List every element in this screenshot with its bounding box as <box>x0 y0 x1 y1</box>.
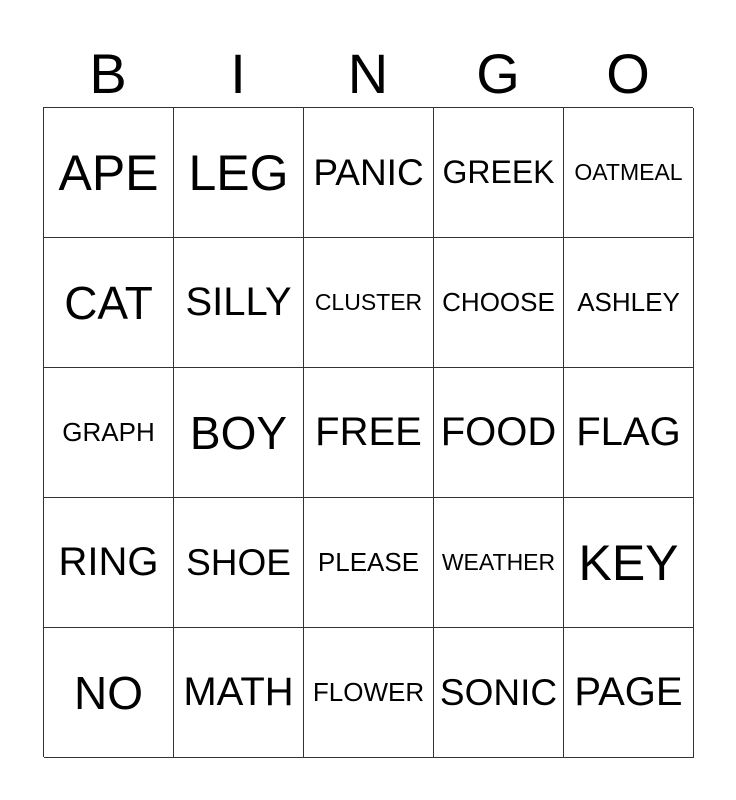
bingo-cell: LEG <box>174 108 304 238</box>
bingo-cell: ASHLEY <box>564 238 694 368</box>
bingo-cell: GRAPH <box>44 368 174 498</box>
bingo-cell: CLUSTER <box>304 238 434 368</box>
header-letter-n: N <box>347 42 389 105</box>
bingo-cell: PANIC <box>304 108 434 238</box>
bingo-cell: MATH <box>174 628 304 758</box>
header-letter-o: O <box>606 42 650 105</box>
bingo-cell: PLEASE <box>304 498 434 628</box>
bingo-header <box>43 40 693 108</box>
bingo-cell: WEATHER <box>434 498 564 628</box>
bingo-cell: APE <box>44 108 174 238</box>
bingo-cell: KEY <box>564 498 694 628</box>
bingo-cell: CHOOSE <box>434 238 564 368</box>
bingo-cell: FOOD <box>434 368 564 498</box>
bingo-cell: SHOE <box>174 498 304 628</box>
bingo-cell: PAGE <box>564 628 694 758</box>
bingo-cell: OATMEAL <box>564 108 694 238</box>
bingo-cell: GREEK <box>434 108 564 238</box>
header-letter-b: B <box>89 42 127 105</box>
header-letter-i: I <box>230 42 246 105</box>
bingo-cell: BOY <box>174 368 304 498</box>
bingo-cell: SONIC <box>434 628 564 758</box>
header-letter-g: G <box>476 42 520 105</box>
bingo-cell: FLAG <box>564 368 694 498</box>
bingo-cell: FREE <box>304 368 434 498</box>
bingo-cell: RING <box>44 498 174 628</box>
bingo-cell: SILLY <box>174 238 304 368</box>
bingo-grid <box>43 107 693 757</box>
bingo-cell: NO <box>44 628 174 758</box>
bingo-cell: CAT <box>44 238 174 368</box>
bingo-cell: FLOWER <box>304 628 434 758</box>
